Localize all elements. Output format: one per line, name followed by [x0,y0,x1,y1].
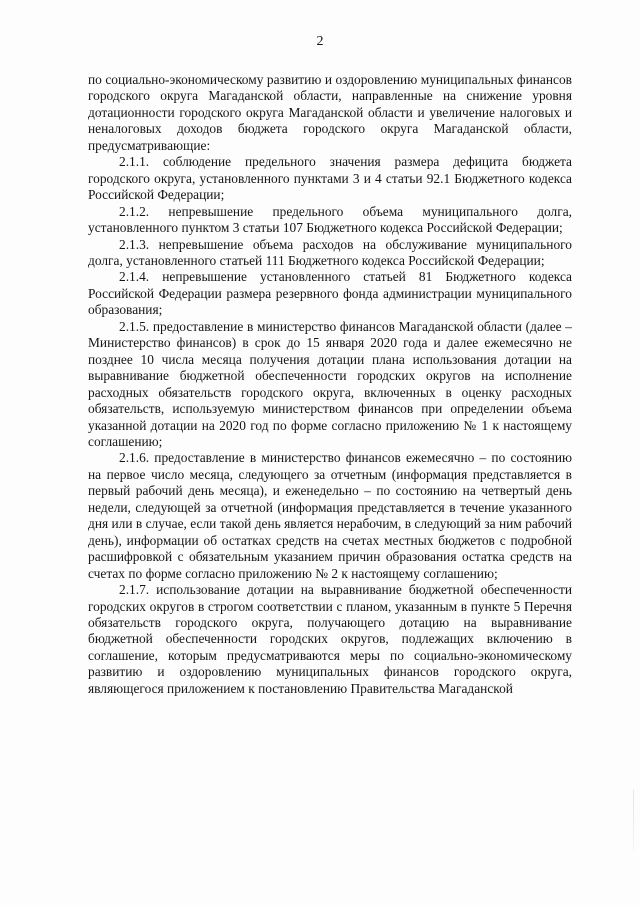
clause-2-1-3: 2.1.3. непревышение объема расходов на обслуживание муниципального долга, установленного статьей 111 Бюджетного кодекса Российской Федерации; [88,236,572,268]
clause-2-1-4: 2.1.4. непревышение установленного статьей 81 Бюджетного кодекса Российской Федерации размера резервного фонда администрации муниципального образования; [88,269,572,318]
clause-2-1-6: 2.1.6. предоставление в министерство финансов ежемесячно – по состоянию на первое число месяца, следующего за отчетным (информация представляется в первый рабочий день месяца), и еженедельно – по состоянию на четвертый день недели, следующей за отчетной (информация представляется в течение указанного дня или в случае, если такой день является нерабочим, в следующий за ним рабочий день), информации об остатках средств на счетах местных бюджетов с подробной расшифровкой с обязательным указанием причин образования остатка средств на счетах по форме согласно приложению № 2 к настоящему соглашению; [88,450,572,581]
clause-2-1-1: 2.1.1. соблюдение предельного значения размера дефицита бюджета городского округа, установленного пунктами 3 и 4 статьи 92.1 Бюджетного кодекса Российской Федерации; [88,154,572,203]
document-body [88,72,572,697]
page-number: 2 [316,34,324,49]
clause-2-1-7: 2.1.7. использование дотации на выравнивание бюджетной обеспеченности городских округов в строгом соответствии с планом, указанным в пункте 5 Перечня обязательств городского округа, получающего дотацию на выравнивание бюджетной обеспеченности городских округов, подлежащих включению в соглашение, которым предусматриваются меры по социально-экономическому развитию и оздоровлению муниципальных финансов городского округа, являющегося приложением к постановлению Правительства Магаданской [88,582,572,696]
scan-edge-mark [633,790,634,850]
clause-2-1-5: 2.1.5. предоставление в министерство финансов Магаданской области (далее – Министерство финансов) в срок до 15 января 2020 года и далее ежемесячно не позднее 10 числа месяца получения дотации плана использования дотации на выравнивание бюджетной обеспеченности городских округов на исполнение расходных обязательств городского округа, включенных в оценку расходных обязательств, используемую министерством финансов при определении объема указанной дотации на 2020 год по форме согласно приложению № 1 к настоящему соглашению; [88,318,572,449]
intro-paragraph: по социально-экономическому развитию и оздоровлению муниципальных финансов городского округа Магаданской области, направленные на снижение уровня дотационности городского округа Магаданской области и увеличение налоговых и неналоговых доходов бюджета городского округа Магаданской области, предусматривающие: [88,72,572,153]
clause-2-1-2: 2.1.2. непревышение предельного объема муниципального долга, установленного пунктом 3 статьи 107 Бюджетного кодекса Российской Федерации; [88,203,572,236]
